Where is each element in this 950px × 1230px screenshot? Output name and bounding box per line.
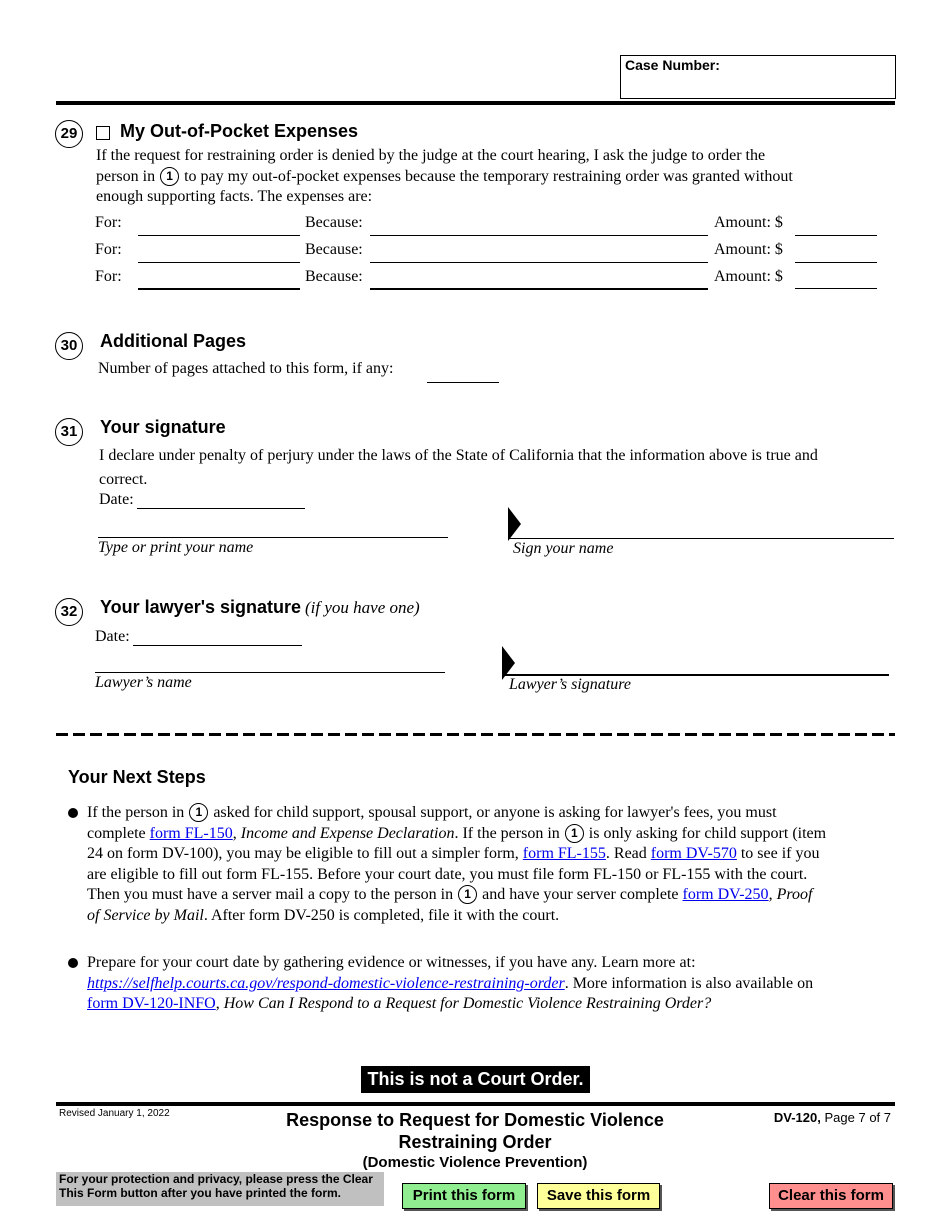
save-button[interactable]: Save this form xyxy=(537,1183,660,1209)
item-32-date-field[interactable] xyxy=(133,645,302,646)
form-page-id: DV-120, Page 7 of 7 xyxy=(773,1110,891,1125)
item-30-number: 30 xyxy=(55,332,83,360)
item-32-name-field[interactable] xyxy=(95,672,445,673)
item-31-signature-field[interactable] xyxy=(508,538,894,539)
item-29-text: If the request for restraining order is denied by the judge at the court hearing, I ask the judge to order the person in 1 to pay my out-of-pocket expenses because the temporary restraining order was granted without enough supporting facts. The expenses are: xyxy=(96,147,793,205)
expense-because-field[interactable] xyxy=(370,262,708,263)
ref-1-icon: 1 xyxy=(458,885,477,904)
item-31-title: Your signature xyxy=(100,417,226,437)
item-31-name-field[interactable] xyxy=(98,537,448,538)
clear-button[interactable]: Clear this form xyxy=(769,1183,893,1209)
item-30-text: Number of pages attached to this form, if any: xyxy=(98,360,394,377)
privacy-notice: For your protection and privacy, please press the Clear This Form button after you have printed the form. xyxy=(56,1172,384,1206)
case-number-label: Case Number: xyxy=(625,57,720,73)
expense-amount-field[interactable] xyxy=(795,262,877,263)
selfhelp-url-link[interactable]: https://selfhelp.courts.ca.gov/respond-domestic-violence-restraining-order xyxy=(87,974,565,992)
next-steps-item-1: If the person in 1 asked for child support, spousal support, or anyone is asking for lawyer's fees, you must complete form FL-150, Income and Expense Declaration. If the person in 1 is only asking for child support (item 24 on form DV-100), you may be eligible to fill out a simpler form, form FL-155. Read form DV-570 to see if you are eligible to fill out form FL-155. Before your court date, you must file form FL-150 or FL-155 with the court. Then you must have a server mail a copy to the person in 1 and have your server complete form DV-250, Proof of Service by Mail. After form DV-250 is completed, file it with the court. xyxy=(87,804,827,924)
ref-1-icon: 1 xyxy=(189,803,208,822)
item-31-name-caption: Type or print your name xyxy=(98,539,254,556)
ref-1-icon: 1 xyxy=(160,167,179,186)
form-dv120-info-link[interactable]: form DV-120-INFO xyxy=(87,995,216,1012)
next-steps-item-2: Prepare for your court date by gathering evidence or witnesses, if you have any. Learn more at: https://selfhelp.courts.ca.gov/respond-domestic-violence-restraining-order. More information is also available on form DV-120-INFO, How Can I Respond to a Request for Domestic Violence Restraining Order? xyxy=(87,954,814,1012)
print-button[interactable]: Print this form xyxy=(402,1183,526,1209)
item-32-name-caption: Lawyer’s name xyxy=(95,674,192,691)
bullet-icon xyxy=(68,958,78,968)
expense-for-field[interactable] xyxy=(138,288,300,290)
expense-for-field[interactable] xyxy=(138,262,300,263)
case-number-box[interactable] xyxy=(620,55,896,99)
item-31-number: 31 xyxy=(55,418,83,446)
item-30-title: Additional Pages xyxy=(100,331,247,351)
form-title: Response to Request for Domestic Violence Restraining Order (Domestic Violence Prevention) xyxy=(286,1110,664,1171)
ref-1-icon: 1 xyxy=(565,824,584,843)
expense-amount-field[interactable] xyxy=(795,235,877,236)
bullet-icon xyxy=(68,808,78,818)
revised-date: Revised January 1, 2022 xyxy=(59,1108,170,1119)
form-fl150-link[interactable]: form FL-150 xyxy=(149,824,233,842)
item-31-date-field[interactable] xyxy=(137,508,305,509)
form-dv570-link[interactable]: form DV-570 xyxy=(650,845,737,862)
item-32-sign-caption: Lawyer’s signature xyxy=(509,676,631,693)
not-court-order-banner: This is not a Court Order. xyxy=(361,1066,590,1093)
item-29-checkbox[interactable] xyxy=(96,126,110,140)
item-32-date-label: Date: xyxy=(95,628,130,645)
item-31-sign-caption: Sign your name xyxy=(513,540,614,557)
item-31-date-label: Date: xyxy=(99,491,134,508)
item-29-title: My Out-of-Pocket Expenses xyxy=(120,121,359,141)
form-dv250-link[interactable]: form DV-250 xyxy=(682,886,769,903)
next-steps-title: Your Next Steps xyxy=(68,767,206,787)
expense-because-field[interactable] xyxy=(370,288,708,290)
item-32-number: 32 xyxy=(55,598,83,626)
pages-attached-field[interactable] xyxy=(427,382,499,383)
header-rule xyxy=(56,101,895,105)
dashed-separator xyxy=(56,733,895,736)
item-32-title: Your lawyer's signature (if you have one) xyxy=(100,597,420,617)
item-31-declaration: I declare under penalty of perjury under the laws of the State of California that the information above is true and correct. xyxy=(99,447,818,488)
expense-because-field[interactable] xyxy=(370,235,708,236)
sign-arrow-icon xyxy=(508,507,521,541)
item-29-number: 29 xyxy=(55,120,83,148)
expense-amount-field[interactable] xyxy=(795,288,877,289)
form-fl155-link[interactable]: form FL-155 xyxy=(522,845,606,862)
footer-rule xyxy=(56,1102,895,1106)
expense-for-field[interactable] xyxy=(138,235,300,236)
